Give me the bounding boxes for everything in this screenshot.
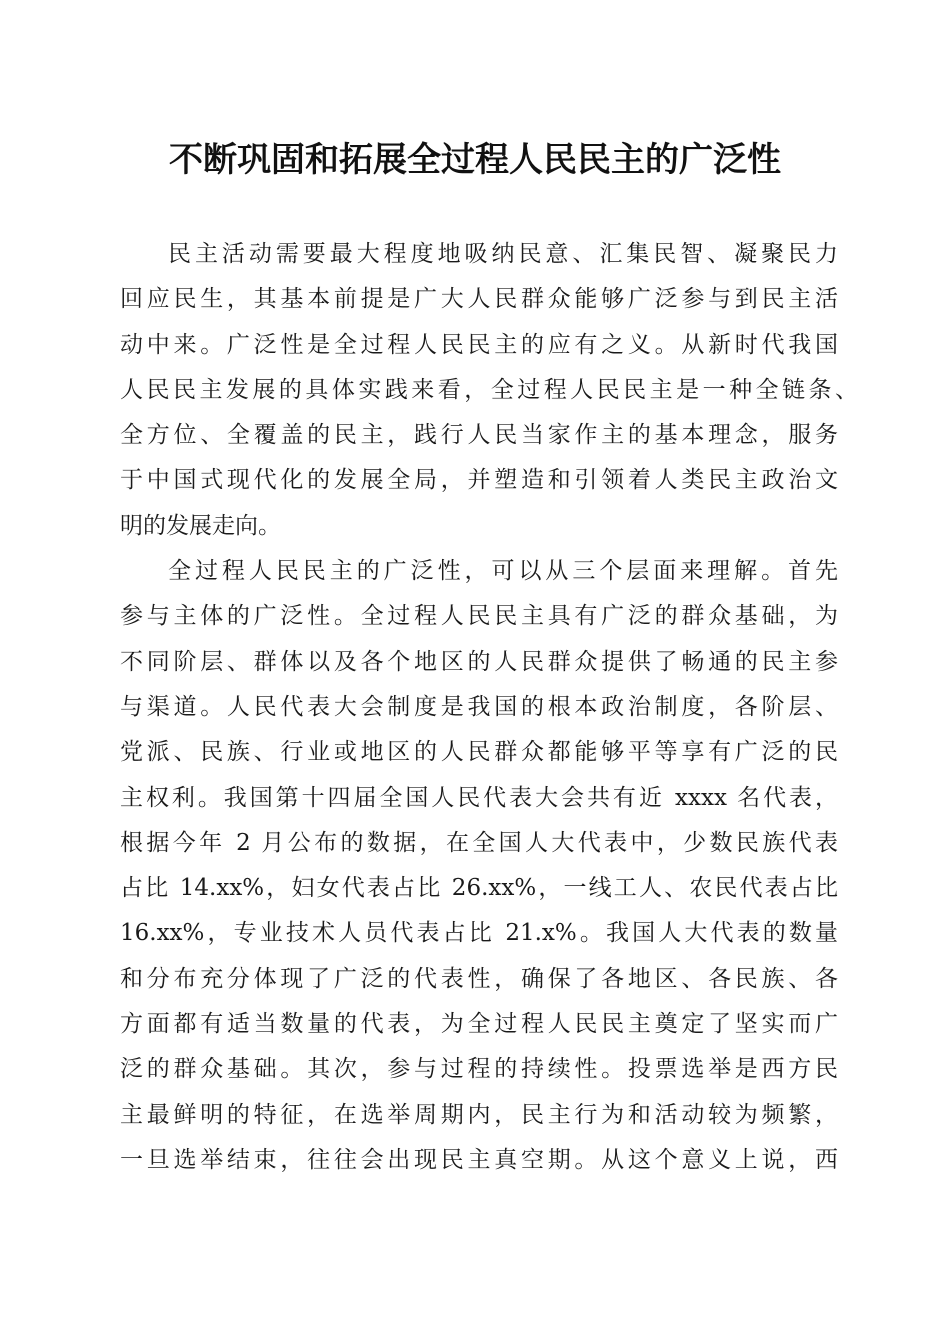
text-line: 全方位、全覆盖的民主，践行人民当家作主的基本理念，服务 bbox=[120, 422, 838, 449]
text-line: 党派、民族、行业或地区的人民群众都能够平等享有广泛的民 bbox=[120, 739, 838, 766]
text-line: 根据今年 2 月公布的数据，在全国人大代表中，少数民族代表 bbox=[120, 829, 838, 856]
article-body bbox=[120, 232, 858, 1183]
text-line: 于中国式现代化的发展全局，并塑造和引领着人类民主政治文 bbox=[120, 467, 838, 494]
text-line: 占比 14.xx%，妇女代表占比 26.xx%，一线工人、农民代表占比 bbox=[120, 875, 838, 902]
text-line: 回应民生，其基本前提是广大人民群众能够广泛参与到民主活 bbox=[120, 286, 838, 313]
paragraph-1 bbox=[120, 232, 858, 549]
text-line: 主最鲜明的特征，在选举周期内，民主行为和活动较为频繁， bbox=[120, 1101, 838, 1128]
text-line: 方面都有适当数量的代表，为全过程人民民主奠定了坚实而广 bbox=[120, 1011, 838, 1038]
text-line: 参与主体的广泛性。全过程人民民主具有广泛的群众基础，为 bbox=[120, 603, 838, 630]
text-line: 16.xx%，专业技术人员代表占比 21.x%。我国人大代表的数量 bbox=[120, 920, 838, 947]
text-line: 动中来。广泛性是全过程人民民主的应有之义。从新时代我国 bbox=[120, 331, 838, 358]
text-line: 人民民主发展的具体实践来看，全过程人民民主是一种全链条、 bbox=[120, 376, 858, 403]
text-line: 不同阶层、群体以及各个地区的人民群众提供了畅通的民主参 bbox=[120, 648, 838, 675]
page-title: 不断巩固和拓展全过程人民民主的广泛性 bbox=[169, 140, 781, 180]
text-line: 明的发展走向。 bbox=[120, 512, 281, 539]
text-line: 和分布充分体现了广泛的代表性，确保了各地区、各民族、各 bbox=[120, 965, 838, 992]
text-line: 一旦选举结束，往往会出现民主真空期。从这个意义上说，西 bbox=[120, 1146, 838, 1173]
text-line: 与渠道。人民代表大会制度是我国的根本政治制度，各阶层、 bbox=[120, 693, 838, 720]
text-line: 泛的群众基础。其次，参与过程的持续性。投票选举是西方民 bbox=[120, 1056, 838, 1083]
text-line: 民主活动需要最大程度地吸纳民意、汇集民智、凝聚民力 bbox=[168, 241, 838, 267]
paragraph-2 bbox=[120, 549, 838, 1183]
text-line: 全过程人民民主的广泛性，可以从三个层面来理解。首先 bbox=[168, 558, 838, 585]
text-line: 主权利。我国第十四届全国人民代表大会共有近 xxxx 名代表， bbox=[120, 784, 838, 811]
